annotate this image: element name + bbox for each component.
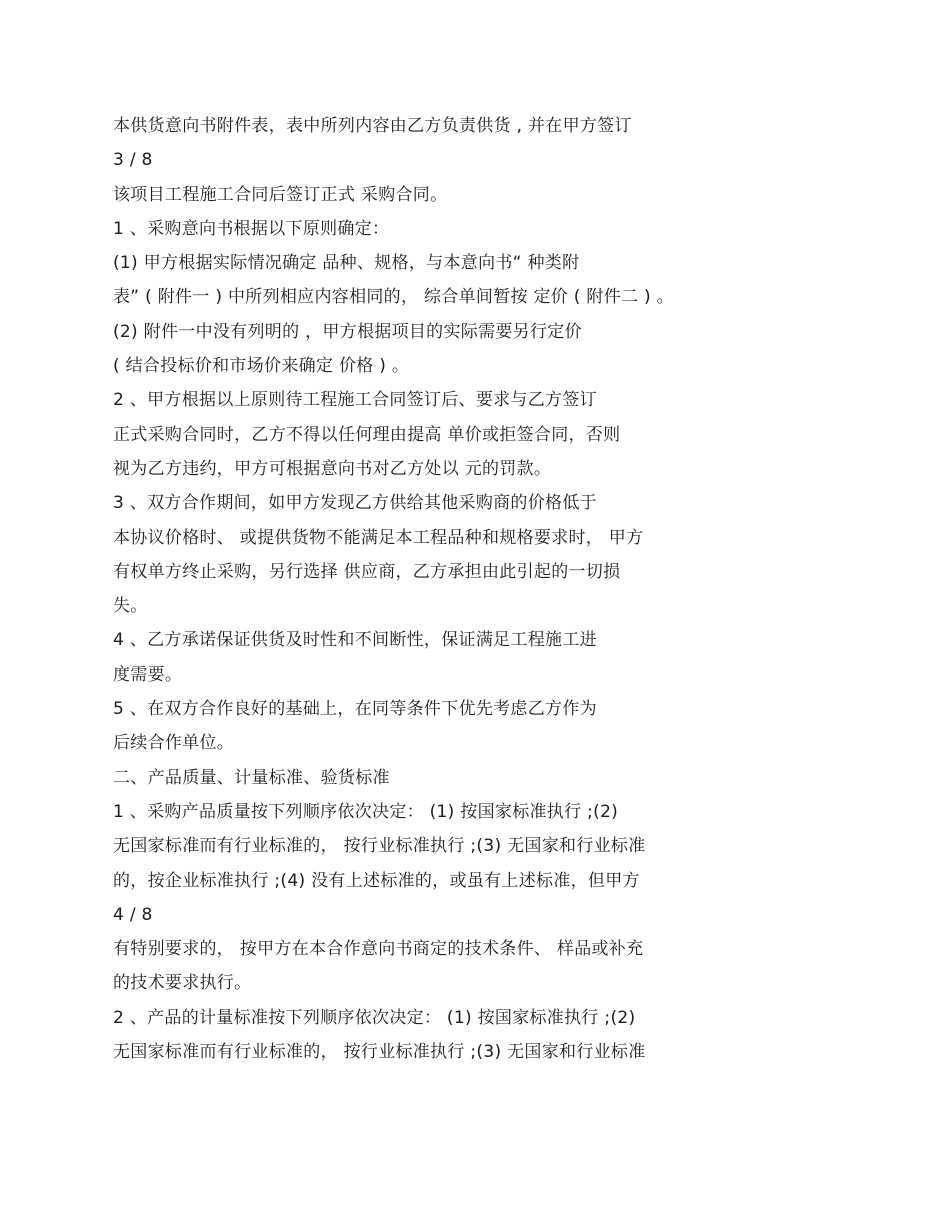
text-line: 1 、采购意向书根据以下原则确定： <box>113 218 390 239</box>
text-line: 的技术要求执行。 <box>113 973 252 994</box>
text-line: 该项目工程施工合同后签订正式 采购合同。 <box>113 184 448 205</box>
section-heading: 二、产品质量、计量标准、验货标准 <box>113 767 390 788</box>
text-line: ( 结合投标价和市场价来确定 价格 ) 。 <box>113 356 410 377</box>
text-line: 3 、双方合作期间，如甲方发现乙方供给其他采购商的价格低于 <box>113 493 597 514</box>
text-line: 度需要。 <box>113 664 183 685</box>
text-line: 1 、采购产品质量按下列顺序依次决定： (1) 按国家标准执行 ;(2) <box>113 801 619 822</box>
text-line: 无国家标准而有行业标准的， 按行业标准执行 ;(3) 无国家和行业标准 <box>113 1042 646 1063</box>
text-line: 本供货意向书附件表，表中所列内容由乙方负责供货 , 并在甲方签订 <box>113 116 632 136</box>
text-line: 视为乙方违约，甲方可根据意向书对乙方处以 元的罚款。 <box>113 458 552 479</box>
text-line: 表” ( 附件一 ) 中所列相应内容相同的， 综合单间暂按 定价 ( 附件二 ) 。 <box>113 287 674 308</box>
text-line: 无国家标准而有行业标准的， 按行业标准执行 ;(3) 无国家和行业标准 <box>113 836 646 857</box>
text-line: 2 、甲方根据以上原则待工程施工合同签订后、要求与乙方签订 <box>113 390 597 411</box>
text-line: (2) 附件一中没有列明的 ，甲方根据项目的实际需要另行定价 <box>113 321 582 342</box>
text-line: 2 、产品的计量标准按下列顺序依次决定： (1) 按国家标准执行 ;(2) <box>113 1007 636 1028</box>
text-line: 有特别要求的， 按甲方在本合作意向书商定的技术条件、 样品或补充 <box>113 939 644 960</box>
text-line: 正式采购合同时，乙方不得以任何理由提高 单价或拒签合同，否则 <box>113 424 621 445</box>
document-body <box>113 109 903 1069</box>
text-line: 4 、乙方承诺保证供货及时性和不间断性，保证满足工程施工进 <box>113 630 597 651</box>
text-line: 的，按企业标准执行 ;(4) 没有上述标准的，或虽有上述标准，但甲方 <box>113 870 640 891</box>
page-number: 4 / 8 <box>113 904 153 925</box>
text-line: 后续合作单位。 <box>113 733 235 754</box>
text-line: 5 、在双方合作良好的基础上，在同等条件下优先考虑乙方作为 <box>113 699 597 720</box>
page-number: 3 / 8 <box>113 150 153 171</box>
text-line: 失。 <box>113 596 148 617</box>
text-line: 本协议价格时、 或提供货物不能满足本工程品种和规格要求时， 甲方 <box>113 527 644 548</box>
text-line: (1) 甲方根据实际情况确定 品种、规格，与本意向书“ 种类附 <box>113 253 580 274</box>
text-line: 有权单方终止采购，另行选择 供应商，乙方承担由此引起的一切损 <box>113 561 621 582</box>
